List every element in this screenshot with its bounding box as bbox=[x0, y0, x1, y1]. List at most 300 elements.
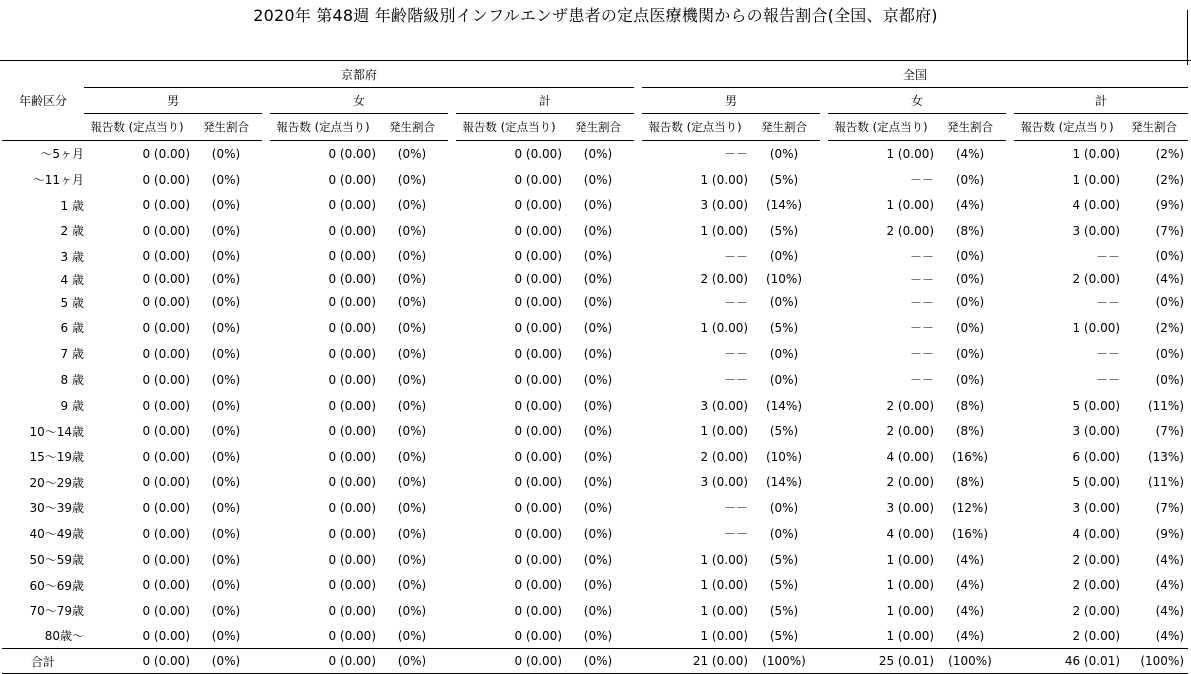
kyoto-pct-cell: (0%) bbox=[583, 475, 613, 489]
national-count-cell: 3 (0.00) bbox=[700, 198, 749, 212]
national-count-cell: 3 (0.00) bbox=[700, 475, 749, 489]
column-gap bbox=[448, 598, 456, 624]
kyoto-pct-cell: (0%) bbox=[583, 552, 613, 567]
kyoto-pct-cell: (0%) bbox=[397, 398, 427, 413]
table-row bbox=[2, 315, 1188, 341]
column-gap bbox=[1006, 167, 1014, 193]
column-gap bbox=[262, 598, 270, 624]
table-body bbox=[2, 141, 1188, 674]
kyoto-count-cell: 0 (0.00) bbox=[270, 649, 376, 674]
national-pct-cell: (100%) bbox=[748, 649, 820, 674]
column-gap bbox=[1006, 649, 1014, 674]
column-gap bbox=[634, 367, 642, 393]
kyoto-pct-cell: (0%) bbox=[397, 449, 427, 464]
national-pct-cell: (0%) bbox=[955, 172, 985, 187]
column-gap bbox=[448, 167, 456, 193]
sex-header-national-female: 女 bbox=[828, 88, 1006, 114]
national-pct-cell: (0%) bbox=[1155, 346, 1185, 361]
national-pct-cell: (7%) bbox=[1155, 223, 1185, 238]
column-gap bbox=[262, 470, 270, 495]
age-label: 3 歳 bbox=[60, 249, 84, 264]
kyoto-pct-cell: (0%) bbox=[211, 500, 241, 515]
national-count-cell: －－ bbox=[1096, 373, 1121, 387]
column-gap bbox=[448, 521, 456, 547]
column-gap bbox=[820, 141, 828, 167]
national-count-cell: 2 (0.00) bbox=[1072, 552, 1121, 567]
kyoto-count-cell: 0 (0.00) bbox=[514, 295, 562, 309]
kyoto-count-cell: 0 (0.00) bbox=[328, 603, 376, 618]
column-gap bbox=[820, 193, 828, 218]
kyoto-count-cell: 0 (0.00) bbox=[142, 272, 190, 286]
column-gap bbox=[262, 573, 270, 598]
national-count-cell: 1 (0.00) bbox=[700, 320, 749, 335]
national-pct-cell: (4%) bbox=[1155, 552, 1185, 567]
national-count-cell: －－ bbox=[1096, 249, 1121, 264]
kyoto-count-cell: 0 (0.00) bbox=[328, 449, 376, 464]
kyoto-pct-cell: (0%) bbox=[211, 146, 241, 161]
column-gap bbox=[634, 444, 642, 470]
kyoto-pct-cell: (0%) bbox=[211, 578, 241, 592]
national-pct-cell: (0%) bbox=[769, 500, 799, 515]
national-pct-cell: (2%) bbox=[1155, 320, 1185, 335]
table-row bbox=[2, 547, 1188, 573]
column-gap bbox=[448, 470, 456, 495]
national-pct-cell: (4%) bbox=[955, 198, 985, 212]
column-gap bbox=[448, 218, 456, 244]
column-gap bbox=[262, 419, 270, 444]
national-pct-cell: (0%) bbox=[1155, 249, 1185, 263]
kyoto-pct-cell: (0%) bbox=[583, 628, 613, 643]
sex-header-kyoto-total: 計 bbox=[456, 88, 634, 114]
column-gap bbox=[634, 419, 642, 444]
kyoto-pct-cell: (0%) bbox=[211, 603, 241, 618]
column-gap bbox=[634, 193, 642, 218]
kyoto-count-cell: 0 (0.00) bbox=[514, 424, 562, 438]
national-pct-cell: (8%) bbox=[955, 424, 985, 438]
kyoto-pct-cell: (0%) bbox=[211, 346, 241, 361]
national-pct-cell: (10%) bbox=[765, 272, 803, 286]
kyoto-pct-cell: (0%) bbox=[211, 424, 241, 438]
national-pct-cell: (10%) bbox=[765, 449, 803, 464]
kyoto-count-cell: 0 (0.00) bbox=[328, 272, 376, 286]
kyoto-count-cell: 0 (0.00) bbox=[142, 449, 190, 464]
column-gap bbox=[820, 573, 828, 598]
national-pct-cell: (13%) bbox=[1147, 449, 1185, 464]
national-pct-cell: (4%) bbox=[1155, 578, 1185, 592]
kyoto-count-cell: 0 (0.00) bbox=[328, 249, 376, 263]
table-row bbox=[2, 218, 1188, 244]
column-gap bbox=[1006, 218, 1014, 244]
kyoto-pct-cell: (0%) bbox=[583, 578, 613, 592]
kyoto-count-cell: 0 (0.00) bbox=[514, 449, 562, 464]
column-gap bbox=[1006, 470, 1014, 495]
kyoto-count-cell: 0 (0.00) bbox=[514, 500, 562, 515]
national-pct-cell: (0%) bbox=[955, 249, 985, 263]
national-pct-cell: (4%) bbox=[1155, 272, 1185, 286]
kyoto-pct-cell: (0%) bbox=[211, 320, 241, 335]
kyoto-pct-cell: (0%) bbox=[397, 249, 427, 263]
age-label: 6 歳 bbox=[60, 321, 84, 335]
column-gap bbox=[820, 444, 828, 470]
kyoto-pct-cell: (0%) bbox=[583, 526, 613, 541]
column-gap bbox=[262, 315, 270, 341]
column-gap bbox=[820, 521, 828, 547]
national-pct-cell: (2%) bbox=[1155, 146, 1185, 161]
national-count-cell: 1 (0.00) bbox=[700, 603, 749, 618]
kyoto-count-cell: 0 (0.00) bbox=[328, 172, 376, 187]
national-count-cell: －－ bbox=[910, 249, 935, 264]
column-gap bbox=[448, 649, 456, 674]
column-gap bbox=[820, 315, 828, 341]
kyoto-pct-cell: (0%) bbox=[397, 424, 427, 438]
column-gap bbox=[820, 649, 828, 674]
col-header-pct: 発生割合 bbox=[376, 114, 448, 141]
column-gap bbox=[448, 290, 456, 315]
kyoto-pct-cell: (0%) bbox=[583, 249, 613, 263]
national-count-cell: 2 (0.00) bbox=[700, 272, 749, 286]
national-pct-cell: (0%) bbox=[769, 372, 799, 387]
kyoto-count-cell: 0 (0.00) bbox=[456, 649, 562, 674]
age-label: 80歳～ bbox=[44, 629, 84, 644]
national-count-cell: 1 (0.00) bbox=[700, 552, 749, 567]
national-count-cell: 4 (0.00) bbox=[1072, 526, 1121, 541]
table-row bbox=[2, 598, 1188, 624]
kyoto-count-cell: 0 (0.00) bbox=[514, 552, 562, 567]
national-count-cell: 1 (0.00) bbox=[886, 603, 935, 618]
table-row bbox=[2, 269, 1188, 290]
kyoto-count-cell: 0 (0.00) bbox=[142, 500, 190, 515]
kyoto-pct-cell: (0%) bbox=[583, 398, 613, 413]
kyoto-pct-cell: (0%) bbox=[397, 320, 427, 335]
age-label: 9 歳 bbox=[60, 399, 84, 413]
age-label: ～5ヶ月 bbox=[40, 147, 84, 162]
column-gap bbox=[634, 141, 642, 167]
kyoto-pct-cell: (0%) bbox=[583, 223, 613, 238]
kyoto-count-cell: 0 (0.00) bbox=[142, 552, 190, 567]
column-gap bbox=[262, 269, 270, 290]
column-gap bbox=[262, 495, 270, 521]
column-gap bbox=[820, 598, 828, 624]
kyoto-count-cell: 0 (0.00) bbox=[328, 346, 376, 361]
national-count-cell: 1 (0.00) bbox=[700, 628, 749, 643]
column-gap bbox=[634, 244, 642, 269]
national-count-cell: 1 (0.00) bbox=[886, 628, 935, 643]
kyoto-pct-cell: (0%) bbox=[397, 526, 427, 541]
table-row bbox=[2, 470, 1188, 495]
column-gap bbox=[1006, 573, 1014, 598]
national-count-cell: －－ bbox=[910, 321, 935, 335]
column-gap bbox=[820, 393, 828, 419]
national-pct-cell: (0%) bbox=[955, 272, 985, 286]
column-gap bbox=[448, 269, 456, 290]
kyoto-count-cell: 0 (0.00) bbox=[328, 424, 376, 438]
kyoto-count-cell: 0 (0.00) bbox=[142, 526, 190, 541]
kyoto-count-cell: 0 (0.00) bbox=[142, 146, 190, 161]
column-gap bbox=[448, 547, 456, 573]
kyoto-count-cell: 0 (0.00) bbox=[328, 372, 376, 387]
national-pct-cell: (100%) bbox=[934, 649, 1006, 674]
national-count-cell: 1 (0.00) bbox=[700, 578, 749, 592]
table-row bbox=[2, 393, 1188, 419]
kyoto-count-cell: 0 (0.00) bbox=[142, 424, 190, 438]
column-gap bbox=[634, 290, 642, 315]
national-pct-cell: (2%) bbox=[1155, 172, 1185, 187]
kyoto-count-cell: 0 (0.00) bbox=[328, 500, 376, 515]
age-label: 50～59歳 bbox=[29, 553, 84, 567]
national-pct-cell: (0%) bbox=[955, 295, 985, 309]
national-count-cell: 5 (0.00) bbox=[1072, 398, 1121, 413]
column-gap bbox=[1006, 341, 1014, 367]
kyoto-count-cell: 0 (0.00) bbox=[142, 320, 190, 335]
table-row bbox=[2, 521, 1188, 547]
column-gap bbox=[634, 495, 642, 521]
column-gap bbox=[1006, 393, 1014, 419]
column-gap bbox=[820, 290, 828, 315]
column-gap bbox=[448, 419, 456, 444]
national-pct-cell: (0%) bbox=[769, 295, 799, 309]
column-gap bbox=[634, 598, 642, 624]
column-gap bbox=[1006, 290, 1014, 315]
column-gap bbox=[448, 393, 456, 419]
kyoto-pct-cell: (0%) bbox=[190, 649, 262, 674]
column-gap bbox=[1006, 193, 1014, 218]
kyoto-count-cell: 0 (0.00) bbox=[142, 475, 190, 489]
national-count-cell: 1 (0.00) bbox=[1072, 172, 1121, 187]
table-row bbox=[2, 167, 1188, 193]
column-gap bbox=[262, 649, 270, 674]
national-pct-cell: (0%) bbox=[955, 346, 985, 361]
column-gap bbox=[448, 315, 456, 341]
kyoto-pct-cell: (0%) bbox=[397, 603, 427, 618]
age-label: ～11ヶ月 bbox=[32, 173, 84, 187]
column-gap bbox=[262, 341, 270, 367]
national-count-cell: 5 (0.00) bbox=[1072, 475, 1121, 489]
column-gap bbox=[1006, 269, 1014, 290]
national-pct-cell: (0%) bbox=[955, 372, 985, 387]
national-count-cell: －－ bbox=[910, 295, 935, 310]
national-count-cell: 3 (0.00) bbox=[1072, 500, 1121, 515]
national-pct-cell: (4%) bbox=[955, 146, 985, 161]
kyoto-pct-cell: (0%) bbox=[211, 272, 241, 286]
kyoto-count-cell: 0 (0.00) bbox=[328, 552, 376, 567]
column-gap bbox=[1006, 367, 1014, 393]
national-count-cell: －－ bbox=[1096, 295, 1121, 310]
kyoto-count-cell: 0 (0.00) bbox=[142, 398, 190, 413]
national-count-cell: －－ bbox=[1096, 347, 1121, 361]
table-row bbox=[2, 290, 1188, 315]
kyoto-pct-cell: (0%) bbox=[211, 552, 241, 567]
kyoto-pct-cell: (0%) bbox=[211, 372, 241, 387]
national-count-cell: －－ bbox=[724, 147, 749, 162]
group-header-kyoto: 京都府 bbox=[84, 61, 634, 88]
national-pct-cell: (16%) bbox=[951, 449, 989, 464]
column-gap bbox=[820, 624, 828, 649]
group-gap bbox=[634, 61, 642, 88]
national-count-cell: 6 (0.00) bbox=[1072, 449, 1121, 464]
national-count-cell: 1 (0.00) bbox=[700, 223, 749, 238]
national-pct-cell: (0%) bbox=[769, 249, 799, 263]
national-count-cell: －－ bbox=[910, 173, 935, 187]
kyoto-pct-cell: (0%) bbox=[583, 449, 613, 464]
column-gap bbox=[634, 624, 642, 649]
national-count-cell: 2 (0.00) bbox=[1072, 628, 1121, 643]
national-pct-cell: (5%) bbox=[769, 603, 799, 618]
national-pct-cell: (16%) bbox=[951, 526, 989, 541]
group-header-national: 全国 bbox=[642, 61, 1188, 88]
sex-header-kyoto-male: 男 bbox=[84, 88, 262, 114]
influenza-report-table bbox=[2, 61, 1188, 674]
column-gap bbox=[448, 444, 456, 470]
kyoto-pct-cell: (0%) bbox=[397, 295, 427, 309]
age-label: 40～49歳 bbox=[29, 527, 84, 541]
kyoto-count-cell: 0 (0.00) bbox=[514, 172, 562, 187]
table-row bbox=[2, 419, 1188, 444]
kyoto-count-cell: 0 (0.00) bbox=[142, 346, 190, 361]
national-count-cell: 3 (0.00) bbox=[700, 398, 749, 413]
kyoto-count-cell: 0 (0.00) bbox=[514, 526, 562, 541]
national-count-cell: 1 (0.00) bbox=[886, 198, 935, 212]
national-count-cell: －－ bbox=[724, 501, 749, 515]
column-gap bbox=[820, 419, 828, 444]
kyoto-count-cell: 0 (0.00) bbox=[328, 398, 376, 413]
national-pct-cell: (0%) bbox=[769, 346, 799, 361]
column-gap bbox=[1006, 244, 1014, 269]
national-pct-cell: (5%) bbox=[769, 424, 799, 438]
col-header-pct: 発生割合 bbox=[190, 114, 262, 141]
column-gap bbox=[262, 290, 270, 315]
kyoto-count-cell: 0 (0.00) bbox=[142, 223, 190, 238]
kyoto-count-cell: 0 (0.00) bbox=[142, 198, 190, 212]
column-gap bbox=[262, 547, 270, 573]
kyoto-count-cell: 0 (0.00) bbox=[328, 475, 376, 489]
table-row bbox=[2, 244, 1188, 269]
kyoto-pct-cell: (0%) bbox=[583, 424, 613, 438]
national-count-cell: 4 (0.00) bbox=[886, 449, 935, 464]
kyoto-count-cell: 0 (0.00) bbox=[514, 146, 562, 161]
national-count-cell: 1 (0.00) bbox=[886, 552, 935, 567]
col-header-pct: 発生割合 bbox=[562, 114, 634, 141]
kyoto-pct-cell: (0%) bbox=[397, 628, 427, 643]
kyoto-count-cell: 0 (0.00) bbox=[328, 198, 376, 212]
column-gap bbox=[634, 573, 642, 598]
national-pct-cell: (4%) bbox=[955, 552, 985, 567]
national-count-cell: 2 (0.00) bbox=[886, 398, 935, 413]
kyoto-pct-cell: (0%) bbox=[397, 578, 427, 592]
national-pct-cell: (0%) bbox=[1155, 295, 1185, 309]
column-gap bbox=[262, 167, 270, 193]
national-count-cell: 2 (0.00) bbox=[886, 475, 935, 489]
national-pct-cell: (5%) bbox=[769, 578, 799, 592]
national-count-cell: 1 (0.00) bbox=[700, 424, 749, 438]
column-gap bbox=[1006, 419, 1014, 444]
kyoto-count-cell: 0 (0.00) bbox=[142, 603, 190, 618]
kyoto-pct-cell: (0%) bbox=[397, 172, 427, 187]
kyoto-pct-cell: (0%) bbox=[211, 172, 241, 187]
kyoto-count-cell: 0 (0.00) bbox=[514, 628, 562, 643]
column-gap bbox=[1006, 141, 1014, 167]
national-count-cell: 4 (0.00) bbox=[886, 526, 935, 541]
kyoto-count-cell: 0 (0.00) bbox=[514, 578, 562, 592]
kyoto-pct-cell: (0%) bbox=[583, 372, 613, 387]
kyoto-pct-cell: (0%) bbox=[211, 198, 241, 212]
national-pct-cell: (8%) bbox=[955, 398, 985, 413]
national-count-cell: 2 (0.00) bbox=[886, 424, 935, 438]
kyoto-pct-cell: (0%) bbox=[397, 198, 427, 212]
right-edge-divider bbox=[1187, 10, 1188, 65]
kyoto-pct-cell: (0%) bbox=[397, 223, 427, 238]
national-pct-cell: (4%) bbox=[1155, 603, 1185, 618]
table-row bbox=[2, 193, 1188, 218]
column-gap bbox=[820, 244, 828, 269]
total-label: 合計 bbox=[2, 649, 84, 674]
kyoto-count-cell: 0 (0.00) bbox=[328, 628, 376, 643]
kyoto-pct-cell: (0%) bbox=[583, 346, 613, 361]
table-row bbox=[2, 624, 1188, 649]
column-gap bbox=[820, 495, 828, 521]
kyoto-pct-cell: (0%) bbox=[397, 475, 427, 489]
col-header-count: 報告数 (定点当り) bbox=[84, 114, 190, 141]
kyoto-count-cell: 0 (0.00) bbox=[142, 172, 190, 187]
kyoto-pct-cell: (0%) bbox=[397, 146, 427, 161]
col-header-count: 報告数 (定点当り) bbox=[1014, 114, 1120, 141]
column-gap bbox=[448, 624, 456, 649]
column-gap bbox=[1006, 598, 1014, 624]
kyoto-count-cell: 0 (0.00) bbox=[514, 320, 562, 335]
national-count-cell: 2 (0.00) bbox=[886, 223, 935, 238]
kyoto-count-cell: 0 (0.00) bbox=[514, 475, 562, 489]
column-gap bbox=[634, 521, 642, 547]
national-pct-cell: (14%) bbox=[765, 475, 803, 489]
national-pct-cell: (0%) bbox=[955, 320, 985, 335]
age-label: 4 歳 bbox=[60, 272, 84, 287]
national-pct-cell: (11%) bbox=[1147, 398, 1185, 413]
age-label: 7 歳 bbox=[60, 347, 84, 361]
national-count-cell: 25 (0.01) bbox=[828, 649, 934, 674]
column-gap bbox=[1006, 521, 1014, 547]
column-gap bbox=[1006, 624, 1014, 649]
kyoto-pct-cell: (0%) bbox=[397, 500, 427, 515]
column-gap bbox=[262, 393, 270, 419]
national-count-cell: 4 (0.00) bbox=[1072, 198, 1121, 212]
sex-header-kyoto-female: 女 bbox=[270, 88, 448, 114]
national-pct-cell: (4%) bbox=[955, 628, 985, 643]
national-count-cell: 1 (0.00) bbox=[886, 146, 935, 161]
kyoto-count-cell: 0 (0.00) bbox=[328, 223, 376, 238]
national-count-cell: 1 (0.00) bbox=[1072, 320, 1121, 335]
national-pct-cell: (7%) bbox=[1155, 500, 1185, 515]
national-pct-cell: (8%) bbox=[955, 475, 985, 489]
age-label: 60～69歳 bbox=[29, 578, 84, 593]
national-pct-cell: (0%) bbox=[769, 146, 799, 161]
column-gap bbox=[262, 521, 270, 547]
age-column-header: 年齢区分 bbox=[2, 61, 84, 141]
kyoto-pct-cell: (0%) bbox=[211, 449, 241, 464]
kyoto-pct-cell: (0%) bbox=[583, 172, 613, 187]
kyoto-count-cell: 0 (0.00) bbox=[328, 578, 376, 592]
column-gap bbox=[448, 341, 456, 367]
kyoto-pct-cell: (0%) bbox=[583, 320, 613, 335]
column-gap bbox=[448, 244, 456, 269]
national-count-cell: 3 (0.00) bbox=[1072, 424, 1121, 438]
kyoto-count-cell: 0 (0.00) bbox=[514, 372, 562, 387]
national-count-cell: 1 (0.00) bbox=[1072, 146, 1121, 161]
kyoto-count-cell: 0 (0.00) bbox=[142, 578, 190, 592]
national-pct-cell: (9%) bbox=[1155, 526, 1185, 541]
kyoto-count-cell: 0 (0.00) bbox=[514, 198, 562, 212]
col-header-count: 報告数 (定点当り) bbox=[456, 114, 562, 141]
national-count-cell: 2 (0.00) bbox=[700, 449, 749, 464]
kyoto-pct-cell: (0%) bbox=[376, 649, 448, 674]
